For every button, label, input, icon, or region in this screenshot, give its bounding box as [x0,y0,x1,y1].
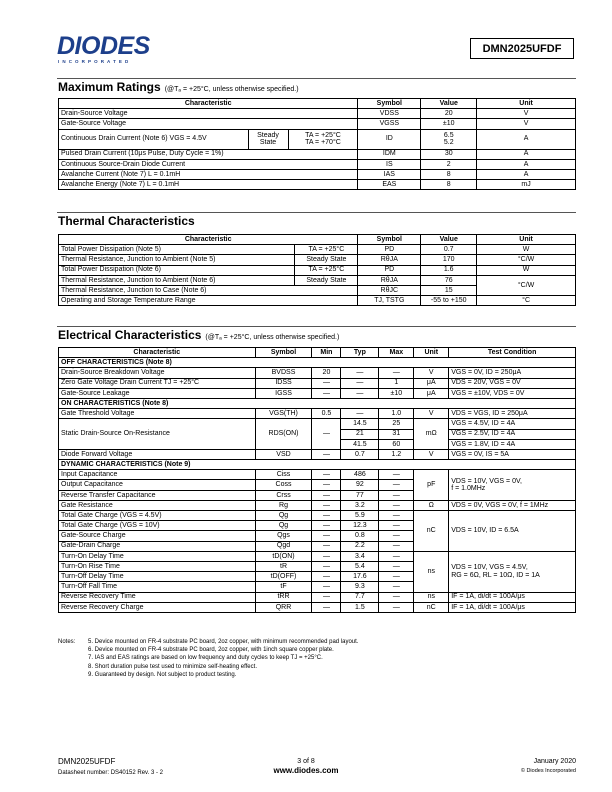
table-cell: μA [414,388,449,398]
table-cell: — [379,551,414,561]
table-cell: Coss [255,480,312,490]
table-cell: — [312,419,341,450]
table-row [59,358,576,368]
table-cell: IDM [358,149,421,159]
table-cell: A [477,169,576,179]
table-cell: 14.5 [341,419,379,429]
table-cell: VGS = ±10V, VDS = 0V [449,388,576,398]
table-cell: Total Gate Charge (VGS = 10V) [59,521,256,531]
table-cell: Reverse Transfer Capacitance [59,490,256,500]
table-cell: ±10 [379,388,414,398]
table-cell: IF = 1A, di/dt = 100A/μs [449,592,576,602]
table-cell: Crss [255,490,312,500]
table-row [59,500,576,510]
table-cell: — [312,490,341,500]
table-cell: 25 [379,419,414,429]
table-cell: tD(OFF) [255,572,312,582]
table-cell: VGS = 2.5V, ID = 4A [449,429,576,439]
table-cell: IAS [358,169,421,179]
table-cell: 8 [421,169,477,179]
table-cell: — [379,602,414,612]
table-cell: IF = 1A, di/dt = 100A/μs [449,602,576,612]
table-cell: — [312,592,341,602]
table-cell: tD(ON) [255,551,312,561]
table-cell: °C/W [477,275,576,295]
table-cell: VSD [255,449,312,459]
table-cell: Steady State [295,275,358,285]
table-cell: 17.6 [341,572,379,582]
table-cell: Static Drain-Source On-Resistance [59,419,256,450]
note-item: 8. Short duration pulse test used to minimize self-heating effect. [88,663,257,670]
table-cell: VGS = 0V, ID = 250μA [449,368,576,378]
table-cell: 0.7 [421,245,477,255]
thermal-table: Characteristic Symbol Value Unit Total Power Dissipation (Note 5) TA = +25°C PD 0.7 W Thermal Resistance, Junction to Ambient (Note 5) Steady State RθJA 170 °C/W Total Power Dissipation (Note 6) TA = +25°C PD 1.6 W Thermal Resistance, Junction to Ambient (Note 6) Steady State RθJA 76 °C/W Thermal Resistance, Junction to Case (Note 6) RθJC 15 Operating and Storage Temperature Range TJ, TSTG -55 to +150 °C [58,234,576,306]
table-cell: — [312,500,341,510]
table-cell: Gate-Drain Charge [59,541,256,551]
table-cell: Avalanche Current (Note 7) L = 0.1mH [59,169,358,179]
table-cell: RθJC [358,285,421,295]
table-cell: — [312,531,341,541]
table-cell: Reverse Recovery Charge [59,602,256,612]
table-cell: 5.4 [341,561,379,571]
table-row [59,119,576,129]
table-cell: Ciss [255,470,312,480]
table-cell: 2 [421,159,477,169]
table-cell: VDS = 10V, ID = 6.5A [449,511,576,552]
note-item: 5. Device mounted on FR-4 substrate PC board, 2oz copper, with minimum recommended pad layout. [88,639,359,645]
table-cell: Continuous Drain Current (Note 6) VGS = 4.5V [59,129,249,149]
table-cell: °C [477,296,576,306]
table-cell: A [477,159,576,169]
table-cell: TA = +25°C TA = +70°C [288,129,358,149]
table-cell: 0.7 [341,449,379,459]
table-cell: — [379,582,414,592]
table-cell: EAS [358,180,421,190]
table-cell: — [379,572,414,582]
table-cell: ON CHARACTERISTICS (Note 8) [59,398,576,408]
table-cell: 21 [341,429,379,439]
table-row [59,159,576,169]
table-cell: V [477,119,576,129]
table-cell: 9.3 [341,582,379,592]
table-cell: Zero Gate Voltage Drain Current TJ = +25°C [59,378,256,388]
table-row [59,388,576,398]
table-row [59,592,576,602]
table-cell: nC [414,511,449,552]
table-cell: 170 [421,255,477,265]
table-cell: -55 to +150 [421,296,477,306]
table-row [59,109,576,119]
table-cell: Reverse Recovery Time [59,592,256,602]
table-cell: Operating and Storage Temperature Range [59,296,358,306]
table-row [59,255,576,265]
table-cell: Turn-Off Fall Time [59,582,256,592]
table-cell: PD [358,265,421,275]
table-cell: 60 [379,439,414,449]
table-cell: Input Capacitance [59,470,256,480]
table-cell: VDSS [358,109,421,119]
table-row [59,449,576,459]
table-cell: Steady State [248,129,288,149]
table-cell: 1.2 [379,449,414,459]
table-cell: VGS(TH) [255,409,312,419]
table-cell: — [379,470,414,480]
table-cell: — [312,582,341,592]
table-cell: Thermal Resistance, Junction to Ambient (Note 5) [59,255,295,265]
table-cell: QRR [255,602,312,612]
table-cell: 2.2 [341,541,379,551]
table-cell: 20 [421,109,477,119]
table-cell: TJ, TSTG [358,296,421,306]
table-cell: 3.4 [341,551,379,561]
table-cell: VDS = VGS, ID = 250μA [449,409,576,419]
table-cell: Gate-Source Voltage [59,119,358,129]
table-cell: — [379,500,414,510]
table-row [59,245,576,255]
table-row [59,460,576,470]
table-cell: Qgs [255,531,312,541]
table-row [59,470,576,480]
table-cell: — [341,388,379,398]
table-cell: — [312,388,341,398]
table-cell: — [341,409,379,419]
table-row [59,378,576,388]
table-cell: °C/W [477,255,576,265]
table-cell: DYNAMIC CHARACTERISTICS (Note 9) [59,460,576,470]
max-ratings-title: Maximum Ratings (@Tₐ = +25°C, unless otherwise specified.) [58,80,299,94]
table-cell: V [477,109,576,119]
max-ratings-table: Characteristic Symbol Value Unit Drain-Source Voltage VDSS 20 V Gate-Source Voltage VGSS ±10 V Continuous Drain Current (Note 6) VGS = 4.5V Steady State TA = +25°C TA = +70°C ID 6.5 5.2 A Pulsed Drain Current (10μs Pulse, Duty Cycle = 1%) IDM 30 A Continuous Source-Drain Diode Current IS 2 A Avalanche Current (Note 7) L = 0.1mH IAS 8 A Avalanche Energy (Note 7) L = 0.1mH EAS 8 mJ [58,98,576,190]
table-cell: Total Power Dissipation (Note 5) [59,245,295,255]
table-row [59,265,576,275]
table-cell: Pulsed Drain Current (10μs Pulse, Duty Cycle = 1%) [59,149,358,159]
table-cell: W [477,245,576,255]
electrical-title: Electrical Characteristics (@Tₐ = +25°C, unless otherwise specified.) [58,328,340,342]
table-cell: RDS(ON) [255,419,312,450]
table-cell: tRR [255,592,312,602]
table-cell: Qg [255,521,312,531]
table-cell: — [379,521,414,531]
table-cell: ns [414,551,449,592]
table-row [59,398,576,408]
table-cell: — [312,511,341,521]
table-cell: Steady State [295,255,358,265]
table-cell: VGS = 0V, IS = 5A [449,449,576,459]
table-cell: ns [414,592,449,602]
table-cell: VDS = 20V, VGS = 0V [449,378,576,388]
table-cell: — [379,368,414,378]
table-row [59,275,576,285]
electrical-table: Characteristic Symbol Min Typ Max Unit Test Condition OFF CHARACTERISTICS (Note 8) Drain-Source Breakdown Voltage BVDSS 20 — — V VGS = 0V, ID = 250μA Zero Gate Voltage Drain Current TJ = +25°C IDSS — — 1 μA VDS = 20V, VGS = 0V Gate-Source Leakage IGSS — — ±10 μA VGS = ±10V, VDS = 0V ON CHARACTERISTICS (Note 8) Gate Threshold Voltage VGS(TH) 0.5 — 1.0 V VDS = VGS, ID = 250μA Static Drain-Source On-Resistance RDS(ON) — 14.5 25 mΩ VGS = 4.5V, ID = 4A 21 31 VGS = 2.5V, ID = 4A 41.5 60 VGS = 1.8V, ID = 4A Diode Forward Voltage VSD — 0.7 1.2 V VGS = 0V, IS = 5A DYNAMIC CHARACTERISTICS (Note 9) Input Capacitance Ciss — 486 — pF VDS = 10V, VGS = 0V, f = 1.0MHz Output Capacitance Coss — 92 — Reverse Transfer Capacitance Crss — 77 — Gate Resistance Rg — 3.2 — Ω VDS = 0V, VGS = 0V, f = 1MHz Total Gate Charge (VGS = 4.5V) Qg — 5.9 — nC VDS = 10V, ID = 6.5A Total Gate Charge (VGS = 10V) Qg — 12.3 — Gate-Source Charge Qgs — 0.8 — Gate-Drain Charge Qgd — 2.2 — Turn-On Delay Time tD(ON) — 3.4 — ns VDS = 10V, VGS = 4.5V, RG = 6Ω, RL = 10Ω, ID = 1A Turn-On Rise Time tR — 5.4 — Turn-Off Delay Time tD(OFF) — 17.6 — Turn-Off Fall Time tF — 9.3 — Reverse Recovery Time tRR — 7.7 — ns IF = 1A, di/dt = 100A/μs Reverse Recovery Charge QRR — 1.5 — nC IF = 1A, di/dt = 100A/μs [58,347,576,613]
footer-page: 3 of 8 [297,758,315,765]
table-cell: — [379,490,414,500]
footer-date: January 2020 [533,758,576,765]
table-cell: Output Capacitance [59,480,256,490]
footer-copyright: © Diodes Incorporated [520,768,576,774]
table-cell: A [477,129,576,149]
table-cell: 1.6 [421,265,477,275]
logo-subtitle: INCORPORATED [58,59,132,64]
table-cell: VGSS [358,119,421,129]
thermal-title: Thermal Characteristics [58,214,195,228]
table-cell: — [312,572,341,582]
table-cell: — [379,480,414,490]
note-item: 6. Device mounted on FR-4 substrate PC board, 2oz copper, with 1inch square copper plate. [88,647,334,654]
table-cell: Turn-On Delay Time [59,551,256,561]
table-cell: IDSS [255,378,312,388]
table-cell: 92 [341,480,379,490]
table-cell: nC [414,602,449,612]
table-cell: Qgd [255,541,312,551]
table-cell: ±10 [421,119,477,129]
table-row [59,551,576,561]
table-cell: V [414,449,449,459]
table-cell: — [379,511,414,521]
table-cell: Avalanche Energy (Note 7) L = 0.1mH [59,180,358,190]
table-cell: OFF CHARACTERISTICS (Note 8) [59,358,576,368]
table-cell: Drain-Source Voltage [59,109,358,119]
table-row [59,169,576,179]
table-cell: — [312,541,341,551]
logo-wordmark: DIODES [57,32,150,60]
divider [57,326,576,327]
table-cell: TA = +25°C [295,265,358,275]
table-cell: 1 [379,378,414,388]
table-row [59,180,576,190]
table-cell: 0.8 [341,531,379,541]
table-cell: mJ [477,180,576,190]
table-cell: 76 [421,275,477,285]
table-cell: — [312,449,341,459]
footer-url[interactable]: www.diodes.com [273,766,339,775]
table-cell: VDS = 0V, VGS = 0V, f = 1MHz [449,500,576,510]
table-cell: Total Gate Charge (VGS = 4.5V) [59,511,256,521]
table-cell: — [312,561,341,571]
table-cell: — [341,368,379,378]
table-cell: 1.5 [341,602,379,612]
table-row [59,149,576,159]
table-cell: 20 [312,368,341,378]
table-cell: 30 [421,149,477,159]
divider [57,212,576,213]
table-cell: mΩ [414,419,449,450]
table-cell: 3.2 [341,500,379,510]
table-cell: IS [358,159,421,169]
table-cell: — [312,480,341,490]
table-cell: Ω [414,500,449,510]
table-cell: Continuous Source-Drain Diode Current [59,159,358,169]
diodes-logo [57,34,157,66]
table-cell: — [312,470,341,480]
table-cell: W [477,265,576,275]
table-cell: Gate-Source Charge [59,531,256,541]
table-cell: V [414,409,449,419]
divider [57,78,576,79]
table-cell: tR [255,561,312,571]
table-cell: μA [414,378,449,388]
table-cell: 0.5 [312,409,341,419]
notes-list [88,638,528,679]
table-cell: 77 [341,490,379,500]
table-cell: Diode Forward Voltage [59,449,256,459]
table-cell: 8 [421,180,477,190]
table-row [59,368,576,378]
table-cell: pF [414,470,449,501]
table-cell: ID [358,129,421,149]
table-cell: — [379,531,414,541]
table-cell: Thermal Resistance, Junction to Ambient (Note 6) [59,275,295,285]
table-cell: BVDSS [255,368,312,378]
table-cell: 486 [341,470,379,480]
note-item: 9. Guaranteed by design. Not subject to product testing. [88,671,237,678]
table-cell: Gate-Source Leakage [59,388,256,398]
table-cell: 12.3 [341,521,379,531]
table-cell: 5.9 [341,511,379,521]
table-cell: RθJA [358,255,421,265]
table-cell: VDS = 10V, VGS = 4.5V, RG = 6Ω, RL = 10Ω, ID = 1A [449,551,576,592]
footer-datasheet: Datasheet number: DS40152 Rev. 3 - 2 [58,770,163,776]
table-cell: Turn-On Rise Time [59,561,256,571]
table-row [59,296,576,306]
table-cell: 7.7 [341,592,379,602]
table-cell: — [312,521,341,531]
table-row [59,409,576,419]
table-cell: VGS = 1.8V, ID = 4A [449,439,576,449]
table-cell: — [341,378,379,388]
part-number-box: DMN2025UFDF [470,38,574,59]
note-item: 7. IAS and EAS ratings are based on low frequency and duty cycles to keep TJ = +25°C. [88,655,323,662]
table-cell: V [414,368,449,378]
table-cell: TA = +25°C [295,245,358,255]
table-cell: Rg [255,500,312,510]
notes-label: Notes: [58,639,76,645]
table-row [59,602,576,612]
table-cell: 41.5 [341,439,379,449]
table-cell: Gate Threshold Voltage [59,409,256,419]
table-cell: Drain-Source Breakdown Voltage [59,368,256,378]
table-cell: Thermal Resistance, Junction to Case (Note 6) [59,285,358,295]
table-row [59,511,576,521]
table-cell: VDS = 10V, VGS = 0V, f = 1.0MHz [449,470,576,501]
table-cell: — [379,541,414,551]
table-cell: — [379,561,414,571]
table-cell: Gate Resistance [59,500,256,510]
table-cell: 15 [421,285,477,295]
table-cell: — [312,378,341,388]
table-row [59,419,576,429]
table-cell: PD [358,245,421,255]
table-cell: VGS = 4.5V, ID = 4A [449,419,576,429]
table-cell: — [312,602,341,612]
table-cell: Total Power Dissipation (Note 6) [59,265,295,275]
table-cell: 31 [379,429,414,439]
table-cell: 1.0 [379,409,414,419]
table-cell: Qg [255,511,312,521]
table-cell: A [477,149,576,159]
footer-part: DMN2025UFDF [58,757,116,766]
table-cell: — [379,592,414,602]
table-cell: — [312,551,341,561]
table-cell: 6.5 5.2 [421,129,477,149]
table-cell: IGSS [255,388,312,398]
table-row [59,129,576,149]
table-cell: tF [255,582,312,592]
table-cell: Turn-Off Delay Time [59,572,256,582]
table-cell: RθJA [358,275,421,285]
